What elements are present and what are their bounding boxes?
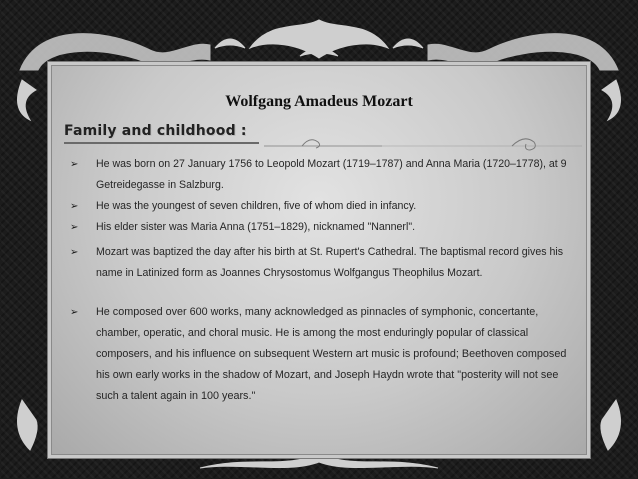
bullet-text: His elder sister was Maria Anna (1751–1829), nicknamed "Nannerl". <box>96 221 416 233</box>
section-heading: Family and childhood : <box>64 123 247 139</box>
flourish-divider <box>262 132 592 156</box>
list-item <box>70 217 415 238</box>
arrow-bullet-icon: ➢ <box>70 247 79 258</box>
bullet-text: He was the youngest of seven children, five of whom died in infancy. <box>96 200 417 212</box>
list-item <box>70 302 570 407</box>
arrow-bullet-icon: ➢ <box>70 201 79 212</box>
list-item <box>70 196 416 217</box>
arrow-bullet-icon: ➢ <box>70 159 79 170</box>
bullet-text: He composed over 600 works, many acknowledged as pinnacles of symphonic, concertante, chamber, operatic, and choral music. He is among the most enduringly popular of classical composers, and his influence on subsequent Western art music is profound; Beethoven composed his own early works in the shadow of Mozart, and Joseph Haydn wrote that "posterity will not see such a talent again in 100 years." <box>96 306 567 402</box>
list-item <box>70 154 570 196</box>
list-item <box>70 242 570 284</box>
arrow-bullet-icon: ➢ <box>70 307 79 318</box>
bullet-text: Mozart was baptized the day after his birth at St. Rupert's Cathedral. The baptismal record gives his name in Latinized form as Joannes Chrysostomus Wolfgangus Theophilus Mozart. <box>96 246 563 279</box>
bullet-text: He was born on 27 January 1756 to Leopold Mozart (1719–1787) and Anna Maria (1720–1778), at 9 Getreidegasse in Salzburg. <box>96 158 567 191</box>
heading-underline <box>64 142 259 144</box>
slide-title: Wolfgang Amadeus Mozart <box>225 93 413 110</box>
arrow-bullet-icon: ➢ <box>70 222 79 233</box>
